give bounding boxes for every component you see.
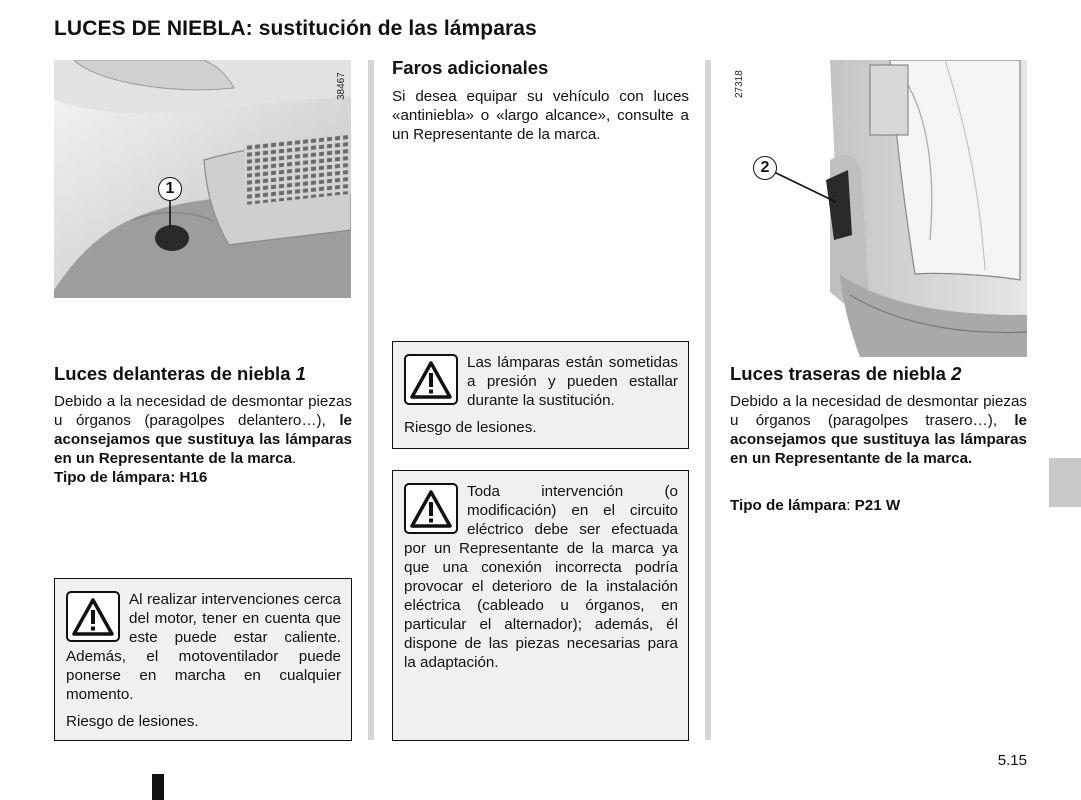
rear-fog-heading-text: Luces traseras de niebla xyxy=(730,363,952,384)
rear-fog-lamp-separator: : xyxy=(846,497,855,514)
front-fog-text-intro: Debido a la necesidad de desmontar piezas u órganos (paragolpes delantero…), xyxy=(54,393,352,429)
rear-fog-lamp-label: Tipo de lámpara xyxy=(730,497,847,514)
engine-warning-risk: Riesgo de lesiones. xyxy=(66,713,199,730)
pressure-warning-text: Las lámparas están sometidas a presión y pueden estallar durante la sustitución. xyxy=(467,354,678,409)
rear-fog-instructions xyxy=(730,392,1027,468)
rear-fog-lamp-type xyxy=(730,496,1027,515)
rear-bumper-illustration xyxy=(730,60,1027,357)
page-title: LUCES DE NIEBLA: sustitución de las lámparas xyxy=(54,17,537,40)
front-fog-lamp-type: Tipo de lámpara: H16 xyxy=(54,469,208,486)
page-number: 5.15 xyxy=(997,752,1027,769)
front-fog-text-end: . xyxy=(292,450,297,467)
additional-lights-heading: Faros adicionales xyxy=(392,57,549,78)
front-fog-heading xyxy=(54,363,306,385)
print-corner-mark xyxy=(152,774,164,800)
engine-warning-box xyxy=(54,578,352,741)
front-fog-heading-number: 1 xyxy=(295,363,306,384)
electrical-warning-box xyxy=(392,470,689,741)
rear-fog-heading-number: 2 xyxy=(951,363,962,384)
rear-fog-callout: 2 xyxy=(753,156,777,180)
front-fog-heading-text: Luces delanteras de niebla xyxy=(54,363,296,384)
chapter-tab xyxy=(1049,458,1081,507)
pressure-warning-box xyxy=(392,341,689,449)
front-figure-reference: 38467 xyxy=(336,72,347,100)
engine-warning-text: Al realizar intervenciones cerca del motor, tener en cuenta que este puede estar caliente. Además, el motoventilador puede ponerse en marcha en cualquier momento. xyxy=(66,591,341,703)
column-divider-right xyxy=(705,60,711,740)
front-fog-callout: 1 xyxy=(158,177,182,201)
warning-triangle-icon xyxy=(66,591,120,642)
pressure-warning-risk: Riesgo de lesiones. xyxy=(404,419,537,436)
column-divider-left xyxy=(368,60,374,740)
electrical-warning-text: Toda intervención (o modificación) en el circuito eléctrico debe ser efectuada por un Representante de la marca ya que una conexión incorrecta podría provocar el deterioro de la instalación eléctrica (cableado u órganos, en particular el alternador); además, él dispone de las piezas necesarias para la adaptación. xyxy=(404,483,678,671)
warning-triangle-icon xyxy=(404,483,458,534)
rear-fog-heading xyxy=(730,363,961,385)
rear-fog-text-intro: Debido a la necesidad de desmontar piezas u órganos (paragolpes trasero…), xyxy=(730,393,1027,429)
rear-fog-lamp-value: P21 W xyxy=(854,497,901,514)
front-fog-instructions xyxy=(54,392,352,487)
front-fog-text-advice: le aconsejamos que sustituya las lámparas en un Representante de la marca xyxy=(54,412,352,467)
front-bumper-illustration xyxy=(54,60,351,298)
rear-fog-text-advice: le aconsejamos que sustituya las lámparas en un Representante de la marca. xyxy=(730,412,1027,467)
warning-triangle-icon xyxy=(404,354,458,405)
additional-lights-text: Si desea equipar su vehículo con luces «antiniebla» o «largo alcance», consulte a un Representante de la marca. xyxy=(392,88,689,143)
rear-figure-reference: 27318 xyxy=(734,70,745,98)
